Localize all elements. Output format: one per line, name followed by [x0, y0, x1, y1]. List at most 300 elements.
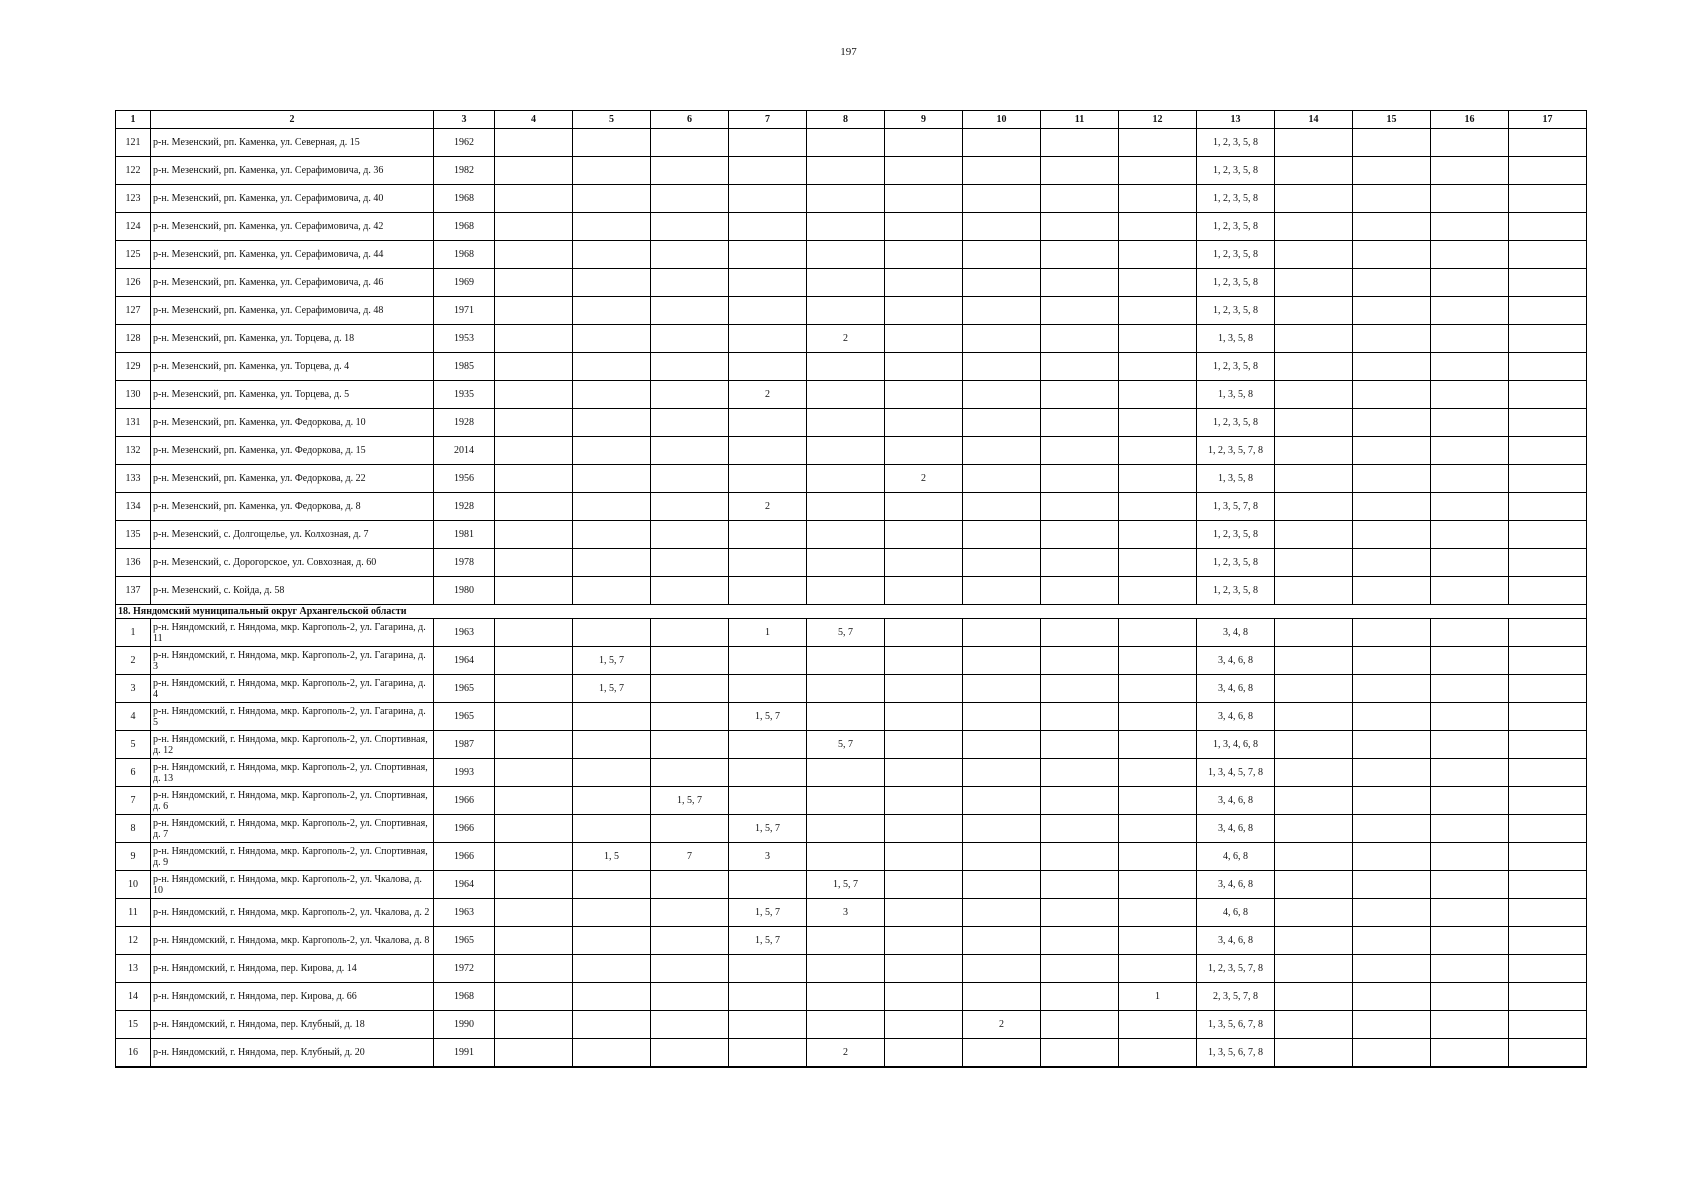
table-cell: 1991	[434, 1039, 495, 1068]
table-cell	[1509, 577, 1587, 605]
table-cell	[1353, 871, 1431, 899]
table-cell	[1431, 325, 1509, 353]
table-cell	[1119, 297, 1197, 325]
table-cell	[1275, 577, 1353, 605]
table-cell	[1275, 437, 1353, 465]
table-cell	[963, 241, 1041, 269]
column-header: 2	[151, 111, 434, 129]
address-cell: р-н. Мезенский, рп. Каменка, ул. Федоркова, д. 10	[151, 409, 434, 437]
table-cell: 15	[116, 1011, 151, 1039]
table-row	[116, 521, 1587, 549]
table-cell	[573, 787, 651, 815]
table-row	[116, 409, 1587, 437]
table-cell	[1509, 675, 1587, 703]
table-cell	[1275, 871, 1353, 899]
table-cell	[1353, 731, 1431, 759]
table-cell	[1041, 983, 1119, 1011]
table-cell	[807, 297, 885, 325]
table-cell	[1509, 269, 1587, 297]
table-cell	[651, 619, 729, 647]
table-cell: 4, 6, 8	[1197, 843, 1275, 871]
table-cell	[807, 381, 885, 409]
address-cell: р-н. Мезенский, рп. Каменка, ул. Серафимовича, д. 46	[151, 269, 434, 297]
table-cell	[963, 815, 1041, 843]
table-cell	[885, 955, 963, 983]
table-cell	[495, 549, 573, 577]
table-cell	[963, 619, 1041, 647]
table-cell	[885, 759, 963, 787]
column-header: 17	[1509, 111, 1587, 129]
table-cell	[885, 241, 963, 269]
table-cell	[1509, 1039, 1587, 1068]
table-cell: 2014	[434, 437, 495, 465]
table-cell: 2	[116, 647, 151, 675]
table-cell	[573, 465, 651, 493]
table-cell	[495, 325, 573, 353]
table-cell	[1353, 157, 1431, 185]
table-cell	[963, 899, 1041, 927]
table-cell	[885, 437, 963, 465]
table-cell	[1275, 325, 1353, 353]
table-cell: 7	[651, 843, 729, 871]
table-cell	[729, 731, 807, 759]
table-cell	[1119, 381, 1197, 409]
table-row	[116, 647, 1587, 675]
table-cell	[651, 731, 729, 759]
table-cell	[807, 129, 885, 157]
table-cell	[1275, 675, 1353, 703]
table-cell	[495, 619, 573, 647]
table-cell	[1509, 325, 1587, 353]
table-cell	[1509, 759, 1587, 787]
table-cell	[1431, 675, 1509, 703]
table-cell	[1431, 619, 1509, 647]
table-cell	[1041, 325, 1119, 353]
table-cell	[1119, 157, 1197, 185]
table-cell	[651, 157, 729, 185]
table-row	[116, 381, 1587, 409]
table-cell	[573, 521, 651, 549]
table-cell	[495, 787, 573, 815]
table-cell	[885, 899, 963, 927]
table-cell: 1965	[434, 703, 495, 731]
table-cell: 1, 3, 4, 6, 8	[1197, 731, 1275, 759]
table-cell	[1275, 157, 1353, 185]
table-cell	[963, 353, 1041, 381]
table-cell: 1, 3, 5, 8	[1197, 381, 1275, 409]
table-cell	[1353, 521, 1431, 549]
table-cell	[1119, 675, 1197, 703]
table-row	[116, 675, 1587, 703]
table-cell	[651, 213, 729, 241]
table-cell	[573, 129, 651, 157]
table-cell	[963, 675, 1041, 703]
table-cell	[1041, 409, 1119, 437]
table-cell	[1509, 815, 1587, 843]
table-cell	[807, 675, 885, 703]
table-cell: 16	[116, 1039, 151, 1068]
table-cell: 2	[963, 1011, 1041, 1039]
column-header: 3	[434, 111, 495, 129]
table-cell	[885, 577, 963, 605]
address-cell: р-н. Няндомский, г. Няндома, пер. Кирова, д. 66	[151, 983, 434, 1011]
address-cell: р-н. Няндомский, г. Няндома, пер. Кирова, д. 14	[151, 955, 434, 983]
table-cell	[1353, 577, 1431, 605]
table-cell: 9	[116, 843, 151, 871]
table-cell	[651, 1039, 729, 1068]
table-cell	[1119, 731, 1197, 759]
table-cell: 1, 5, 7	[729, 815, 807, 843]
table-cell	[1041, 493, 1119, 521]
table-cell	[807, 409, 885, 437]
table-cell	[807, 1011, 885, 1039]
table-cell	[1353, 381, 1431, 409]
table-cell	[651, 871, 729, 899]
table-cell	[1119, 1011, 1197, 1039]
table-cell	[729, 521, 807, 549]
table-cell	[1353, 619, 1431, 647]
table-cell: 1, 2, 3, 5, 8	[1197, 185, 1275, 213]
table-cell	[729, 185, 807, 213]
table-cell	[1509, 129, 1587, 157]
table-cell	[651, 465, 729, 493]
table-cell	[1119, 703, 1197, 731]
section-row	[116, 605, 1587, 619]
table-cell	[1041, 759, 1119, 787]
table-row	[116, 157, 1587, 185]
table-cell	[963, 381, 1041, 409]
table-cell	[1353, 437, 1431, 465]
table-cell	[963, 325, 1041, 353]
table-cell: 1971	[434, 297, 495, 325]
table-cell: 121	[116, 129, 151, 157]
table-cell	[1119, 129, 1197, 157]
table-cell	[573, 1039, 651, 1068]
table-cell	[1431, 549, 1509, 577]
table-cell	[807, 241, 885, 269]
table-cell	[1041, 213, 1119, 241]
table-cell	[1275, 185, 1353, 213]
table-cell	[495, 983, 573, 1011]
table-cell	[729, 269, 807, 297]
table-cell	[495, 703, 573, 731]
table-cell	[1353, 703, 1431, 731]
table-cell	[1041, 647, 1119, 675]
table-cell	[885, 297, 963, 325]
table-cell	[885, 703, 963, 731]
table-cell	[1509, 731, 1587, 759]
table-row	[116, 241, 1587, 269]
table-cell: 123	[116, 185, 151, 213]
table-cell: 136	[116, 549, 151, 577]
table-cell: 128	[116, 325, 151, 353]
table-cell	[1119, 1039, 1197, 1068]
table-cell	[1119, 409, 1197, 437]
table-cell	[1353, 899, 1431, 927]
table-cell	[573, 983, 651, 1011]
table-cell	[1275, 647, 1353, 675]
table-cell	[885, 843, 963, 871]
table-cell	[573, 955, 651, 983]
table-cell	[1509, 899, 1587, 927]
table-cell	[885, 409, 963, 437]
table-cell	[1353, 493, 1431, 521]
table-row	[116, 619, 1587, 647]
table-cell	[651, 983, 729, 1011]
table-cell	[1275, 787, 1353, 815]
table-cell	[807, 787, 885, 815]
table-cell: 5	[116, 731, 151, 759]
table-cell	[729, 157, 807, 185]
table-cell	[1509, 1011, 1587, 1039]
table-cell: 1990	[434, 1011, 495, 1039]
address-cell: р-н. Мезенский, рп. Каменка, ул. Торцева, д. 5	[151, 381, 434, 409]
table-cell	[1353, 927, 1431, 955]
table-cell: 8	[116, 815, 151, 843]
table-cell	[1041, 577, 1119, 605]
table-cell	[1275, 815, 1353, 843]
table-row	[116, 325, 1587, 353]
table-cell	[1275, 521, 1353, 549]
table-cell	[495, 437, 573, 465]
address-cell: р-н. Мезенский, рп. Каменка, ул. Федоркова, д. 8	[151, 493, 434, 521]
table-cell	[885, 521, 963, 549]
table-cell	[651, 675, 729, 703]
table-cell	[1275, 1011, 1353, 1039]
table-cell	[963, 703, 1041, 731]
table-cell	[1353, 241, 1431, 269]
address-cell: р-н. Няндомский, г. Няндома, мкр. Каргополь-2, ул. Спортивная, д. 7	[151, 815, 434, 843]
table-cell	[807, 577, 885, 605]
table-cell	[729, 129, 807, 157]
table-cell	[963, 1039, 1041, 1068]
table-cell	[1275, 731, 1353, 759]
table-row	[116, 437, 1587, 465]
table-cell	[963, 647, 1041, 675]
table-cell	[651, 241, 729, 269]
table-cell	[1509, 381, 1587, 409]
table-cell	[1119, 787, 1197, 815]
table-cell	[1431, 955, 1509, 983]
table-cell	[1041, 269, 1119, 297]
table-cell: 1, 2, 3, 5, 8	[1197, 353, 1275, 381]
table-cell	[1119, 521, 1197, 549]
table-cell	[963, 731, 1041, 759]
table-cell: 1935	[434, 381, 495, 409]
table-cell	[1509, 297, 1587, 325]
table-cell	[573, 759, 651, 787]
table-row	[116, 493, 1587, 521]
table-cell	[963, 759, 1041, 787]
table-cell	[807, 955, 885, 983]
table-cell	[1431, 815, 1509, 843]
table-row	[116, 549, 1587, 577]
table-cell	[573, 815, 651, 843]
table-cell	[1431, 269, 1509, 297]
table-cell	[807, 983, 885, 1011]
address-cell: р-н. Мезенский, рп. Каменка, ул. Федоркова, д. 22	[151, 465, 434, 493]
table-cell	[807, 353, 885, 381]
table-cell	[1275, 619, 1353, 647]
table-cell	[1431, 353, 1509, 381]
table-cell	[1353, 297, 1431, 325]
table-cell: 4	[116, 703, 151, 731]
table-cell	[495, 381, 573, 409]
table-cell: 5, 7	[807, 731, 885, 759]
table-cell: 1966	[434, 815, 495, 843]
table-row	[116, 1039, 1587, 1068]
table-cell	[1353, 185, 1431, 213]
table-cell	[885, 675, 963, 703]
table-cell	[573, 871, 651, 899]
table-row	[116, 787, 1587, 815]
table-cell	[963, 983, 1041, 1011]
table-cell	[729, 955, 807, 983]
table-cell	[1353, 213, 1431, 241]
table-cell	[495, 871, 573, 899]
column-header: 16	[1431, 111, 1509, 129]
table-cell	[1119, 353, 1197, 381]
table-cell	[1041, 521, 1119, 549]
table-row	[116, 1011, 1587, 1039]
column-header: 4	[495, 111, 573, 129]
table-cell	[573, 185, 651, 213]
table-cell	[1353, 1039, 1431, 1068]
table-cell	[729, 465, 807, 493]
table-cell	[1431, 185, 1509, 213]
table-cell: 1, 3, 5, 6, 7, 8	[1197, 1011, 1275, 1039]
address-cell: р-н. Мезенский, рп. Каменка, ул. Серафимовича, д. 48	[151, 297, 434, 325]
table-cell	[1119, 955, 1197, 983]
table-cell: 1, 5, 7	[573, 675, 651, 703]
table-cell	[1041, 297, 1119, 325]
table-cell: 5, 7	[807, 619, 885, 647]
table-cell	[1041, 241, 1119, 269]
table-cell	[729, 871, 807, 899]
table-cell	[1509, 493, 1587, 521]
table-cell	[1353, 647, 1431, 675]
table-cell	[1275, 241, 1353, 269]
address-cell: р-н. Няндомский, г. Няндома, пер. Клубный, д. 18	[151, 1011, 434, 1039]
table-cell	[1353, 983, 1431, 1011]
table-cell	[1353, 1011, 1431, 1039]
table-cell	[885, 647, 963, 675]
table-cell	[1509, 647, 1587, 675]
table-cell: 3, 4, 6, 8	[1197, 647, 1275, 675]
column-header: 11	[1041, 111, 1119, 129]
table-row	[116, 577, 1587, 605]
table-cell	[1509, 549, 1587, 577]
table-cell	[885, 815, 963, 843]
table-cell	[885, 381, 963, 409]
table-cell: 1966	[434, 843, 495, 871]
header-row	[116, 111, 1587, 129]
table-cell	[573, 493, 651, 521]
table-row	[116, 269, 1587, 297]
table-cell	[495, 465, 573, 493]
table-cell	[729, 409, 807, 437]
table-cell	[1431, 493, 1509, 521]
table-cell: 1965	[434, 675, 495, 703]
table-cell	[963, 871, 1041, 899]
table-body	[116, 129, 1587, 1068]
table-cell	[807, 703, 885, 731]
table-cell	[885, 731, 963, 759]
table-cell: 125	[116, 241, 151, 269]
table-cell	[1509, 927, 1587, 955]
table-cell: 1	[729, 619, 807, 647]
table-cell: 1	[1119, 983, 1197, 1011]
table-cell	[495, 955, 573, 983]
table-cell	[1041, 703, 1119, 731]
table-cell	[1353, 843, 1431, 871]
table-cell	[1353, 353, 1431, 381]
table-cell	[1119, 759, 1197, 787]
table-cell	[573, 213, 651, 241]
table-cell	[1275, 759, 1353, 787]
address-cell: р-н. Няндомский, г. Няндома, мкр. Каргополь-2, ул. Спортивная, д. 12	[151, 731, 434, 759]
table-cell	[885, 213, 963, 241]
table-cell	[1275, 213, 1353, 241]
table-cell	[963, 521, 1041, 549]
table-cell	[495, 521, 573, 549]
table-cell	[963, 549, 1041, 577]
address-cell: р-н. Мезенский, с. Долгощелье, ул. Колхозная, д. 7	[151, 521, 434, 549]
section-title: 18. Няндомский муниципальный округ Архангельской области	[116, 605, 1587, 619]
table-cell	[495, 269, 573, 297]
table-cell: 1, 3, 4, 5, 7, 8	[1197, 759, 1275, 787]
table-cell	[1509, 353, 1587, 381]
table-cell	[1119, 437, 1197, 465]
table-cell: 132	[116, 437, 151, 465]
table-cell	[651, 185, 729, 213]
table-cell	[1041, 787, 1119, 815]
table-cell	[495, 213, 573, 241]
table-cell: 131	[116, 409, 151, 437]
table-cell	[1509, 843, 1587, 871]
table-cell	[573, 325, 651, 353]
table-cell	[1275, 493, 1353, 521]
table-cell: 1969	[434, 269, 495, 297]
table-cell	[1431, 157, 1509, 185]
address-cell: р-н. Няндомский, г. Няндома, мкр. Каргополь-2, ул. Гагарина, д. 4	[151, 675, 434, 703]
table-cell	[1353, 759, 1431, 787]
address-cell: р-н. Няндомский, г. Няндома, мкр. Каргополь-2, ул. Гагарина, д. 11	[151, 619, 434, 647]
table-cell: 1928	[434, 409, 495, 437]
table-cell	[963, 297, 1041, 325]
table-cell	[1353, 815, 1431, 843]
column-header: 10	[963, 111, 1041, 129]
table-cell	[1041, 843, 1119, 871]
table-cell	[807, 493, 885, 521]
table-cell	[1275, 703, 1353, 731]
table-cell	[963, 213, 1041, 241]
table-cell	[963, 185, 1041, 213]
table-cell	[1431, 731, 1509, 759]
table-cell	[729, 759, 807, 787]
table-cell: 3	[116, 675, 151, 703]
table-cell	[1353, 955, 1431, 983]
table-cell: 124	[116, 213, 151, 241]
table-row	[116, 213, 1587, 241]
table-cell	[1431, 899, 1509, 927]
table-row	[116, 185, 1587, 213]
table-cell: 1962	[434, 129, 495, 157]
table-cell	[495, 185, 573, 213]
table-cell	[1353, 409, 1431, 437]
table-cell	[651, 269, 729, 297]
housing-register-table	[115, 110, 1587, 1068]
